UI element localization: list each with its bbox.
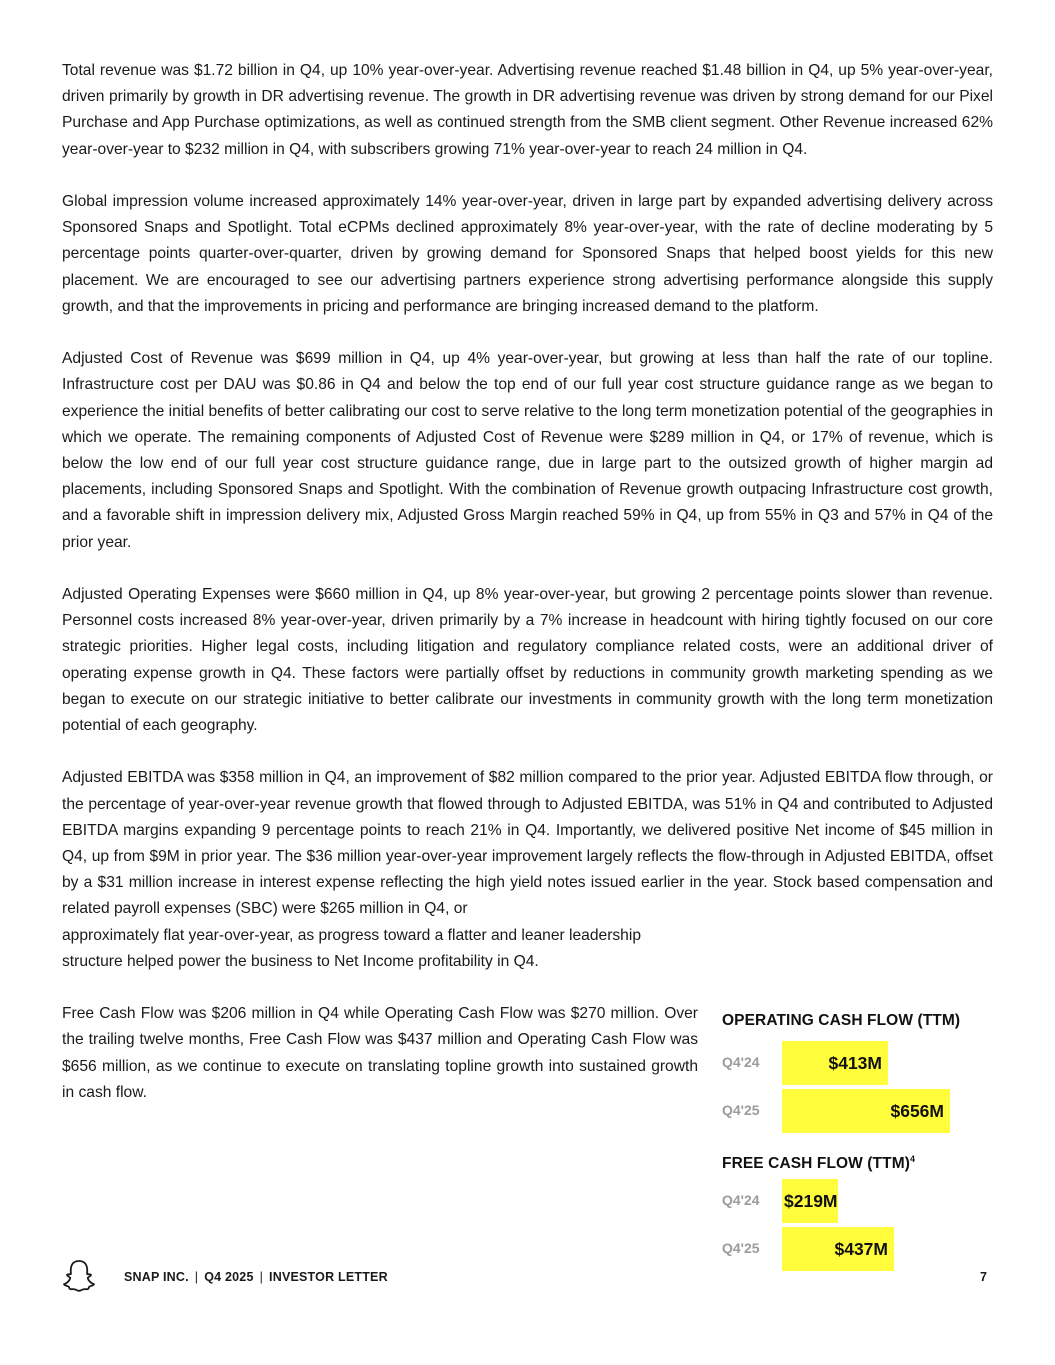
bar-category: Q4'24 xyxy=(722,1054,760,1070)
footer-separator: | xyxy=(259,1270,264,1284)
footer-separator: | xyxy=(194,1270,199,1284)
page-footer xyxy=(62,1258,993,1298)
cash-flow-charts xyxy=(722,1008,1002,1274)
bar-row xyxy=(722,1088,1002,1136)
footer-title xyxy=(124,1270,388,1284)
chart-title-text: FREE CASH FLOW (TTM) xyxy=(722,1155,910,1173)
cost-of-revenue-paragraph: Adjusted Cost of Revenue was $699 million in Q4, up 4% year-over-year, but growing at less than half the rate of our topline. Infrastructure cost per DAU was $0.86 in Q4 and below the top end of our full year cost structure guidance range as we began to experience the initial benefits of better calibrating our cost to serve relative to the long term monetization potential of the geographies in which we operate. The remaining components of Adjusted Cost of Revenue were $289 million in Q4, or 17% of revenue, which is below the low end of our full year cost structure guidance range, due in large part to the outsized growth of higher margin ad placements, including Sponsored Snaps and Spotlight. With the combination of Revenue growth outpacing Infrastructure cost growth, and a favorable shift in impression delivery mix, Adjusted Gross Margin reached 59% in Q4, up from 55% in Q3 and 57% in Q4 of the prior year. xyxy=(62,350,993,551)
page-number: 7 xyxy=(980,1270,987,1284)
bar-value-label: $219M xyxy=(784,1191,838,1211)
chart-title xyxy=(722,1146,1002,1172)
chart-title: OPERATING CASH FLOW (TTM) xyxy=(722,1012,961,1029)
impressions-paragraph: Global impression volume increased approximately 14% year-over-year, driven in large part by expanded advertising delivery across Sponsored Snaps and Spotlight. Total eCPMs declined approximately 8% year-over-year, with the rate of decline moderating by 5 percentage points quarter-over-quarter, driven by growing demand for Sponsored Snaps that helped boost yields for this new placement. We are encouraged to see our advertising partners experience strong advertising performance alongside this supply growth, and that the improvements in pricing and performance are bringing increased demand to the platform. xyxy=(62,193,993,315)
revenue-paragraph: Total revenue was $1.72 billion in Q4, up 10% year-over-year. Advertising revenue reached $1.48 billion in Q4, up 5% year-over-year, driven primarily by growth in DR advertising revenue. The growth in DR advertising revenue was driven by strong demand for our Pixel Purchase and App Purchase optimizations, as well as continued strength from the SMB client segment. Other Revenue increased 62% year-over-year to $232 million in Q4, with subscribers growing 71% year-over-year to reach 24 million in Q4. xyxy=(62,62,993,158)
letter-body xyxy=(62,58,993,1132)
footer-doc-type: INVESTOR LETTER xyxy=(269,1270,388,1284)
operating-cash-flow-chart xyxy=(722,1008,1002,1136)
footnote-marker: 4 xyxy=(909,1154,916,1164)
ebitda-paragraph: Adjusted EBITDA was $358 million in Q4, an improvement of $82 million compared to the prior year. Adjusted EBITDA flow through, or the percentage of year-over-year revenue growth that flowed through to Adjusted EBITDA, was 51% in Q4 and contributed to Adjusted EBITDA margins expanding 9 percentage points to reach 21% in Q4. Importantly, we delivered positive Net income of $45 million in Q4, up from $9M in prior year. The $36 million year-over-year improvement largely reflects the flow-through in Adjusted EBITDA, offset by a $31 million increase in interest expense reflecting the high yield notes issued earlier in the year. Stock based compensation and related payroll expenses (SBC) were $265 million in Q4, or xyxy=(62,769,993,918)
bar-category: Q4'25 xyxy=(722,1102,760,1118)
footer-company: SNAP INC. xyxy=(124,1270,189,1284)
bar-row xyxy=(722,1178,1002,1226)
bar-category: Q4'24 xyxy=(722,1192,760,1208)
ghost-logo-icon xyxy=(62,1258,96,1294)
footer-period: Q4 2025 xyxy=(204,1270,254,1284)
bar-value-label: $656M xyxy=(890,1101,944,1121)
bar-row xyxy=(722,1040,1002,1088)
ebitda-paragraph-continued: approximately flat year-over-year, as progress toward a flatter and leaner leadership structure helped power the business to Net Income profitability in Q4. xyxy=(62,926,641,970)
operating-expenses-paragraph: Adjusted Operating Expenses were $660 million in Q4, up 8% year-over-year, but growing 2 percentage points slower than revenue. Personnel costs increased 8% year-over-year, driven primarily by a 7% increase in headcount with hiring tightly focused on our core strategic priorities. Higher legal costs, including litigation and regulatory compliance related costs, were an additional driver of operating expense growth in Q4. These factors were partially offset by reductions in community growth marketing spending as we began to execute on our strategic initiative to better calibrate our investments in community growth with the long term monetization potential of each geography. xyxy=(62,586,993,735)
cash-flow-paragraph: Free Cash Flow was $206 million in Q4 while Operating Cash Flow was $270 million. Over the trailing twelve months, Free Cash Flow was $437 million and Operating Cash Flow was $656 million, as we continue to execute on translating topline growth into sustained growth in cash flow. xyxy=(62,1005,698,1101)
bar-category: Q4'25 xyxy=(722,1240,760,1256)
bar-value-label: $413M xyxy=(828,1053,882,1073)
free-cash-flow-chart xyxy=(722,1146,1002,1274)
bar-value-label: $437M xyxy=(834,1239,888,1259)
